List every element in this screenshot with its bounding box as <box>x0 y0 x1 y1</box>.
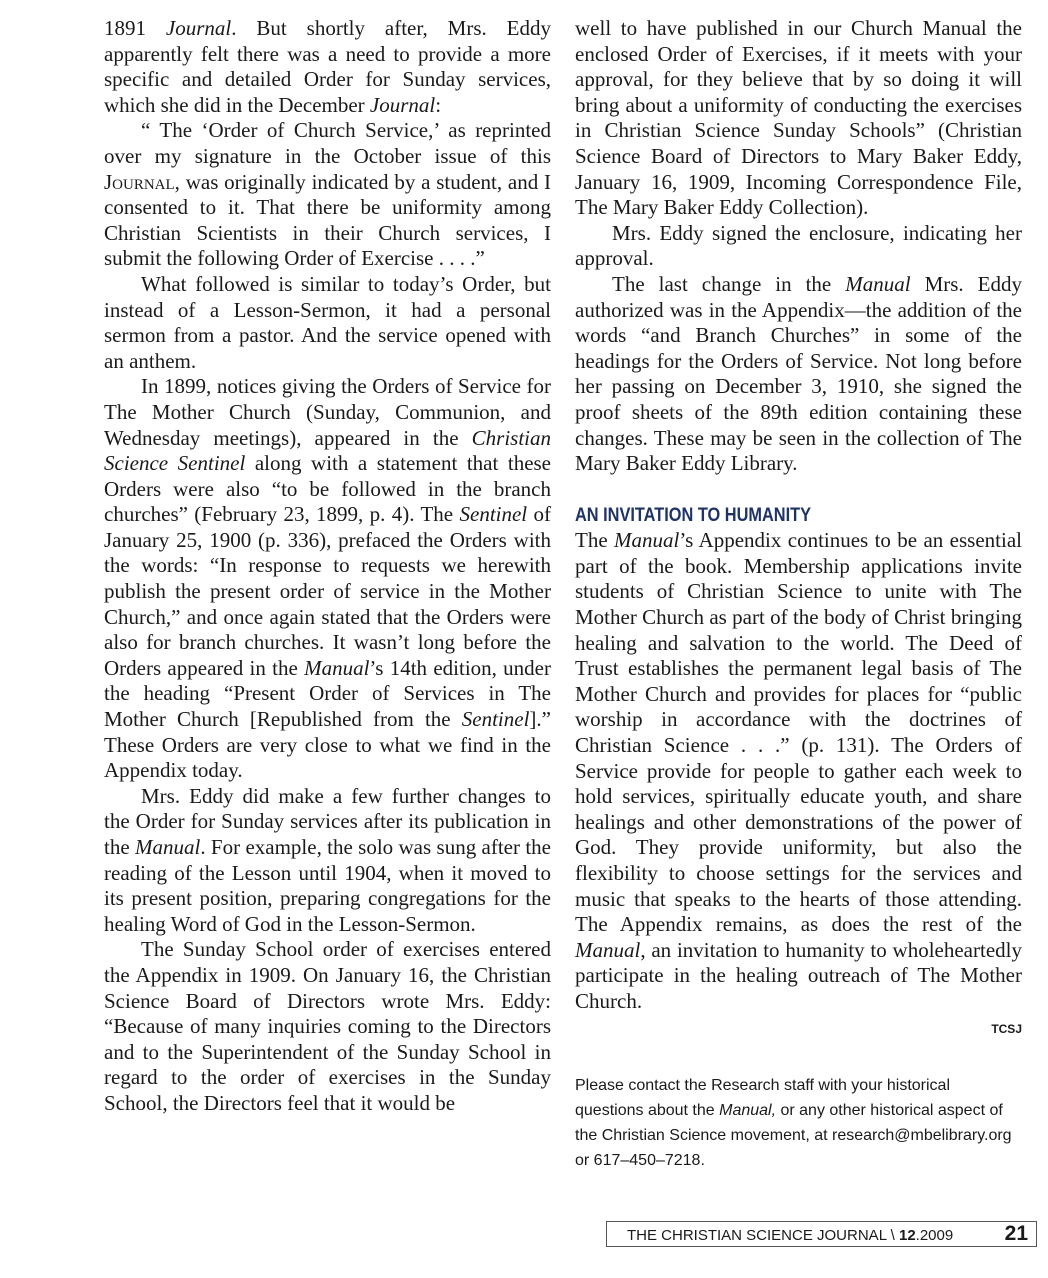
manual-title-italic: Manual <box>135 835 201 859</box>
text-run: ’s 14th edition, under the heading “Present Order of Services in The Mother Church [Republished from the <box>104 655 551 732</box>
manual-title-italic: Manual <box>304 655 370 680</box>
paragraph-sunday-school: The Sunday School order of exercises entered the Appendix in 1909. On January 16, the Christian Science Board of Directors wrote Mrs. Eddy: “Because of many inquiries coming to the Directors and to the Superintendent of the Sunday School in regard to the order of exercises in the Sunday School, the Directors feel that it would be <box>104 937 551 1115</box>
text-run: of January 25, 1900 (p. 336), prefaced the Orders with the words: “In response to requests we herewith publish the present order of service in the Mother Church,” and once again stated that the Orders were also for branch churches. It wasn’t long before the Orders appeared in the <box>104 502 552 680</box>
manual-title-italic: Manual <box>575 937 641 962</box>
text-run: along with a statement that these Orders were also “to be followed in the branch churches” (February 23, 1899, p. 4). The <box>104 451 552 527</box>
sentinel-title-italic: Sentinel <box>461 707 530 732</box>
manual-title-italic: Manual <box>845 271 911 296</box>
paragraph-last-change <box>575 272 1022 477</box>
paragraph-1899-notices <box>104 374 551 784</box>
sentinel-title-italic: Christian Science Sentinel <box>104 425 551 476</box>
journal-title-italic: Journal <box>369 92 436 117</box>
left-column <box>104 16 551 1117</box>
paragraph-further-changes <box>104 784 551 938</box>
text-run: or any other historical aspect of the Christian Science movement, at research@mbelibrary.org or 617–450–7218. <box>575 1101 1012 1169</box>
paragraph-what-followed: What followed is similar to today’s Order, but instead of a Lesson-Sermon, it had a personal sermon from a pastor. And the service opened with an anthem. <box>104 271 551 373</box>
sentinel-title-italic: Sentinel <box>459 502 528 527</box>
text-run: THE CHRISTIAN SCIENCE JOURNAL \ <box>627 1227 899 1244</box>
issue-year: .2009 <box>915 1227 954 1244</box>
manual-title-italic: Manual <box>614 528 680 553</box>
paragraph-1891-journal <box>104 16 551 118</box>
paragraph-signed-enclosure: Mrs. Eddy signed the enclosure, indicating her approval. <box>575 220 1022 271</box>
text-run: , an invitation to humanity to wholeheartedly participate in the healing outreach of The Mother Church. <box>575 937 1022 1013</box>
paragraph-invitation <box>575 528 1022 1014</box>
text-run: The <box>575 528 615 553</box>
issue-month: 12 <box>898 1227 916 1244</box>
author-signature: TCSJ <box>991 1021 1022 1036</box>
text-run: The last change in the <box>612 271 846 296</box>
page-footer <box>606 1221 1037 1247</box>
paragraph-eddy-quote <box>104 118 551 272</box>
paragraph-well-to-have-published: well to have published in our Church Manual the enclosed Order of Exercises, if it meets with your approval, for they believe that by so doing it will bring about a uniformity of conducting the exercises in Christian Science Sunday Schools” (Christian Science Board of Directors to Mary Baker Eddy, January 16, 1909, Incoming Correspondence File, The Mary Baker Eddy Collection). <box>575 16 1022 220</box>
text-run: Mrs. Eddy did make a few further changes to the Order for Sunday services after its publication in the <box>104 783 551 859</box>
text-run: Mrs. Eddy authorized was in the Appendix—the addition of the words “and Branch Churches” in some of the headings for the Orders of Service. Not long before her passing on December 3, 1910, she signed the proof sheets of the 89th edition containing these changes. These may be seen in the collection of The Mary Baker Eddy Library. <box>575 271 1023 476</box>
text-run: 1891 <box>104 16 166 40</box>
text-run: . For example, the solo was sung after the reading of the Lesson until 1904, when it moved to its present position, preparing congregations for the healing Word of God in the Lesson-Sermon. <box>104 835 551 936</box>
text-run: , was originally indicated by a student, and I consented to it. That there be uniformity among Christian Scientists in their Church services, I submit the following Order of Exercise . . . .” <box>104 169 551 271</box>
text-run: “ The ‘Order of Church Service,’ as reprinted over my signature in the October issue of this <box>104 118 551 168</box>
manual-title-italic: Manual, <box>719 1101 777 1119</box>
section-heading: AN INVITATION TO HUMANITY <box>575 504 812 526</box>
text-run: ].” These Orders are very close to what we find in the Appendix today. <box>104 707 551 783</box>
text-run: . But shortly after, Mrs. Eddy apparently felt there was a need to provide a more specific and detailed Order for Sunday services, which she did in the December <box>104 16 552 117</box>
journal-title-italic: Journal <box>165 16 232 40</box>
contact-note <box>575 1073 1022 1173</box>
journal-small-caps: Journal <box>104 169 175 194</box>
text-run: Please contact the Research staff with your historical questions about the <box>575 1076 950 1119</box>
right-column <box>575 16 1022 1173</box>
text-run: In 1899, notices giving the Orders of Service for The Mother Church (Sunday, Communion, and Wednesday meetings), appeared in the <box>104 374 551 450</box>
text-run: : <box>435 92 442 117</box>
page-number: 21 <box>1004 1222 1028 1245</box>
text-run: ’s Appendix continues to be an essential part of the book. Membership applications invite students of Christian Science to unite with The Mother Church as part of the body of Christ bringing healing and salvation to the world. The Deed of Trust establishes the permanent legal basis of The Mother Church and provides for places for “public worship in accordance with the doctrines of Christian Science . . .” (p. 131). The Orders of Service provide for people to gather each week to hold services, spiritually educate youth, and share healings and other demonstrations of the power of God. They provide uniformity, but also the flexibility to choose settings for the services and music that speaks to the hearts of those attending. The Appendix remains, as does the rest of the <box>575 528 1022 937</box>
publication-name <box>627 1227 953 1244</box>
